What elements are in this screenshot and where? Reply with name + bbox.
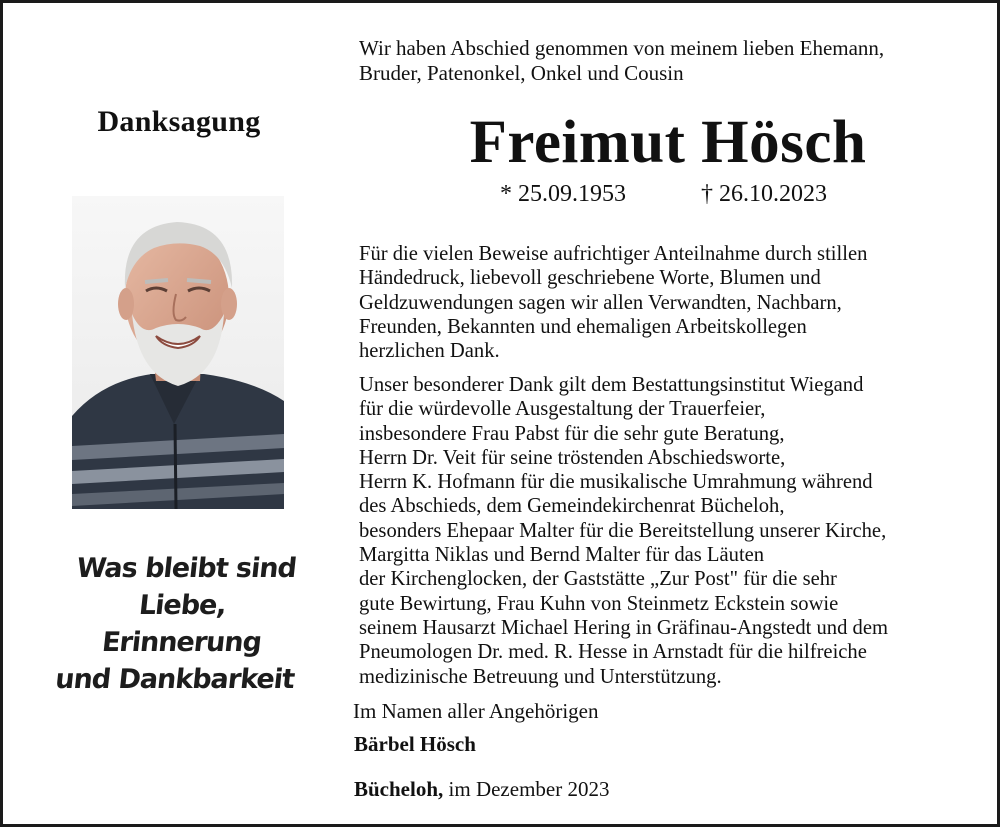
intro-line: Bruder, Patenonkel, Onkel und Cousin xyxy=(359,61,684,85)
paragraph-line: seinem Hausarzt Michael Hering in Gräfinau-Angstedt und dem xyxy=(359,616,888,639)
deceased-name: Freimut Hösch xyxy=(469,109,867,176)
paragraph-line: für die würdevolle Ausgestaltung der Trauerfeier, xyxy=(359,398,766,421)
paragraph-line: Händedruck, liebevoll geschriebene Worte, Blumen und xyxy=(359,267,821,290)
paragraph-line: Freunden, Bekannten und ehemaligen Arbeitskollegen xyxy=(359,315,807,338)
motto-line: Erinnerung xyxy=(100,627,263,658)
signer-name: Bärbel Hösch xyxy=(354,732,476,756)
paragraph-line: der Kirchenglocken, der Gaststätte „Zur Post" für die sehr xyxy=(359,568,837,591)
paragraph-line: Margitta Niklas und Bernd Malter für das Läuten xyxy=(359,544,765,567)
motto-line: und Dankbarkeit xyxy=(53,664,296,695)
paragraph-line: Geldzuwendungen sagen wir allen Verwandten, Nachbarn, xyxy=(359,291,842,314)
place-and-date xyxy=(354,777,609,802)
motto-line: Was bleibt sind Liebe, xyxy=(75,553,298,621)
paragraph-line: herzlichen Dank. xyxy=(359,340,500,363)
paragraph-line: Für die vielen Beweise aufrichtiger Anteilnahme durch stillen xyxy=(359,243,868,265)
paragraph-line: gute Bewirtung, Frau Kuhn von Steinmetz Eckstein sowie xyxy=(359,592,839,615)
paragraph-line: Pneumologen Dr. med. R. Hesse in Arnstadt für die hilfreiche xyxy=(359,641,867,664)
birth-date: * 25.09.1953 xyxy=(500,181,626,207)
heading-danksagung: Danksagung xyxy=(97,105,261,138)
thanks-paragraph-1 xyxy=(359,242,979,363)
death-date: † 26.10.2023 xyxy=(701,181,827,207)
motto xyxy=(35,550,326,698)
place-name: Bücheloh, xyxy=(354,777,444,801)
thanks-paragraph-2 xyxy=(359,373,979,689)
paragraph-line: insbesondere Frau Pabst für die sehr gute Beratung, xyxy=(359,422,785,445)
paragraph-line: Herrn Dr. Veit für seine tröstenden Abschiedsworte, xyxy=(359,446,786,469)
notice-date: im Dezember 2023 xyxy=(448,777,610,801)
paragraph-line: Unser besonderer Dank gilt dem Bestattungsinstitut Wiegand xyxy=(359,374,864,396)
closing-line: Im Namen aller Angehörigen xyxy=(353,699,599,723)
paragraph-line: des Abschieds, dem Gemeindekirchenrat Bücheloh, xyxy=(359,495,785,518)
life-dates xyxy=(500,179,827,209)
paragraph-line: medizinische Betreuung und Unterstützung. xyxy=(359,665,722,688)
portrait-photo xyxy=(72,196,284,509)
paragraph-line: besonders Ehepaar Malter für die Bereitstellung unserer Kirche, xyxy=(359,519,887,542)
intro-text xyxy=(359,36,979,86)
paragraph-line: Herrn K. Hofmann für die musikalische Umrahmung während xyxy=(359,471,873,494)
intro-line: Wir haben Abschied genommen von meinem lieben Ehemann, xyxy=(359,36,885,60)
